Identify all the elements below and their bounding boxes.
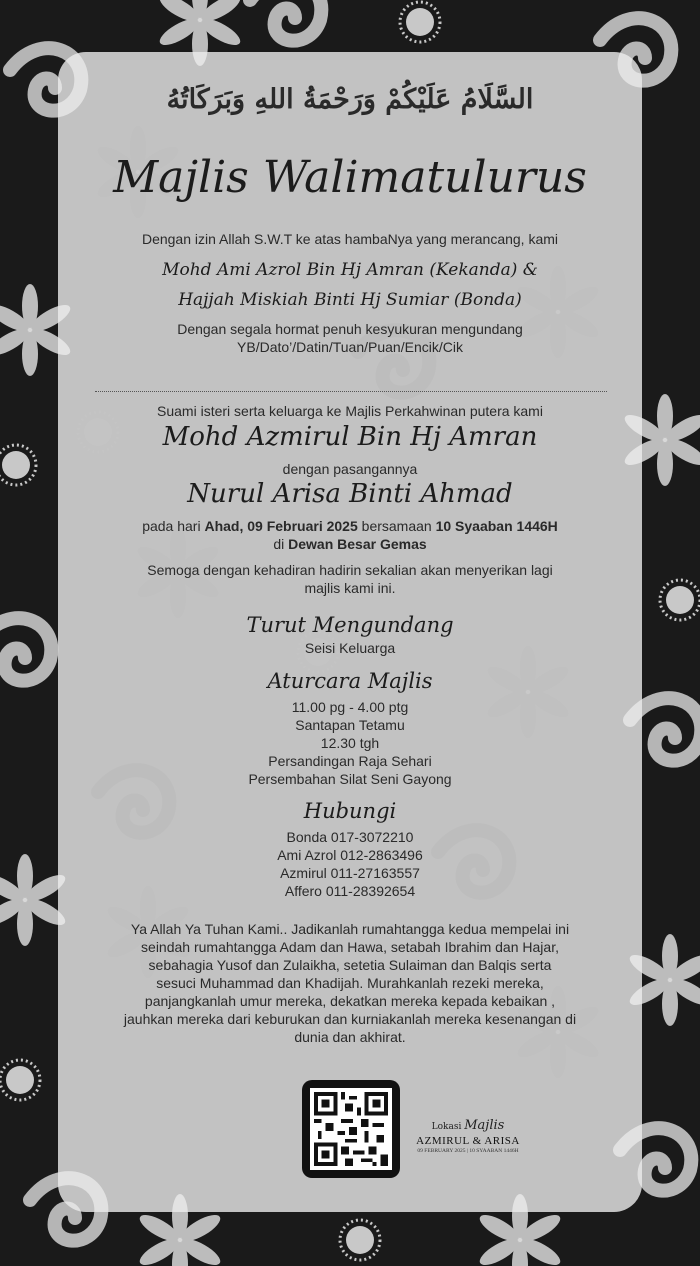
hijri-date: 10 Syaaban 1446H bbox=[435, 518, 558, 534]
blessing-line-2: majlis kami ini. bbox=[304, 580, 396, 596]
invitation-content bbox=[58, 52, 642, 1212]
aturcara-item: Persandingan Raja Sehari bbox=[268, 753, 432, 769]
contact-item: Azmirul 011-27163557 bbox=[280, 865, 420, 881]
bride-name: Nurul Arisa Binti Ahmad bbox=[187, 479, 513, 509]
logo-dates: 09 FEBRUARY 2025 | 10 SYAABAN 1446H bbox=[417, 1148, 519, 1154]
aturcara-item: Persembahan Silat Seni Gayong bbox=[248, 771, 452, 787]
contact-item: Ami Azrol 012-2863496 bbox=[277, 847, 423, 863]
venue-line bbox=[68, 535, 632, 553]
invitation-card bbox=[58, 52, 642, 1212]
with-partner-text: dengan pasangannya bbox=[282, 461, 418, 477]
date-prefix: pada hari bbox=[142, 518, 205, 534]
host-mother: Hajjah Miskiah Binti Hj Sumiar (Bonda) bbox=[178, 290, 522, 310]
contact-item: Affero 011-28392654 bbox=[284, 883, 416, 899]
logo-location-label: Lokasi Majlis bbox=[431, 1118, 505, 1133]
aturcara-heading: Aturcara Majlis bbox=[267, 669, 433, 693]
page-title: Majlis Walimatulurus bbox=[113, 152, 587, 203]
logo-couple-names: AZMIRUL & ARISA bbox=[416, 1135, 520, 1147]
location-qr-code[interactable] bbox=[302, 1080, 400, 1178]
intro-text: Dengan izin Allah S.W.T ke atas hambaNya yang merancang, kami bbox=[141, 231, 559, 247]
hubungi-heading: Hubungi bbox=[303, 799, 397, 823]
contact-item: Bonda 017-3072210 bbox=[286, 829, 414, 845]
host-father: Mohd Ami Azrol Bin Hj Amran (Kekanda) & bbox=[162, 260, 538, 280]
invite-line-1: Dengan segala hormat penuh kesyukuran mengundang bbox=[177, 321, 523, 337]
doa-line: panjangkanlah umur mereka, dekatkan mereka kepada kebaikan , bbox=[144, 993, 556, 1009]
blessing-line-1: Semoga dengan kehadiran hadirin sekalian akan menyerikan lagi bbox=[147, 562, 553, 578]
doa-line: sesuci Muhammad dan Khadijah. Murahkanlah rezeki mereka, bbox=[156, 975, 544, 991]
doa-line: dunia dan akhirat. bbox=[294, 1029, 406, 1045]
date-mid: bersamaan bbox=[357, 518, 436, 534]
arabic-greeting: السَّلَامُ عَلَيْكُمْ وَرَحْمَةُ اللهِ وَبَرَكَاتُهُ bbox=[166, 84, 534, 115]
doa-line: jauhkan mereka dari keburukan dan kurniakanlah mereka kesenangan di bbox=[123, 1011, 577, 1027]
invite-line-2: YB/Dato’/Datin/Tuan/Puan/Encik/Cik bbox=[237, 339, 463, 355]
aturcara-item: 12.30 tgh bbox=[320, 735, 380, 751]
divider bbox=[95, 391, 607, 392]
date-line bbox=[68, 517, 632, 535]
turut-value: Seisi Keluarga bbox=[304, 640, 396, 656]
venue-prefix: di bbox=[273, 536, 289, 552]
aturcara-item: Santapan Tetamu bbox=[295, 717, 405, 733]
doa-line: sebahagia Yusof dan Zulaikha, setetia Sulaiman dan Balqis serta bbox=[148, 957, 552, 973]
doa-line: Ya Allah Ya Tuhan Kami.. Jadikanlah rumahtangga kedua mempelai ini bbox=[130, 921, 570, 937]
turut-heading: Turut Mengundang bbox=[246, 613, 454, 637]
doa-line: seindah rumahtangga Adam dan Hawa, setabah Ibrahim dan Hajar, bbox=[141, 939, 559, 955]
aturcara-item: 11.00 pg - 4.00 ptg bbox=[291, 699, 409, 715]
venue: Dewan Besar Gemas bbox=[288, 536, 427, 552]
groom-name: Mohd Azmirul Bin Hj Amran bbox=[162, 422, 538, 452]
qr-code-icon bbox=[310, 1088, 392, 1170]
couple-logo bbox=[408, 1118, 528, 1178]
invite-line-3: Suami isteri serta keluarga ke Majlis Perkahwinan putera kami bbox=[157, 403, 543, 419]
event-date: Ahad, 09 Februari 2025 bbox=[204, 518, 358, 534]
